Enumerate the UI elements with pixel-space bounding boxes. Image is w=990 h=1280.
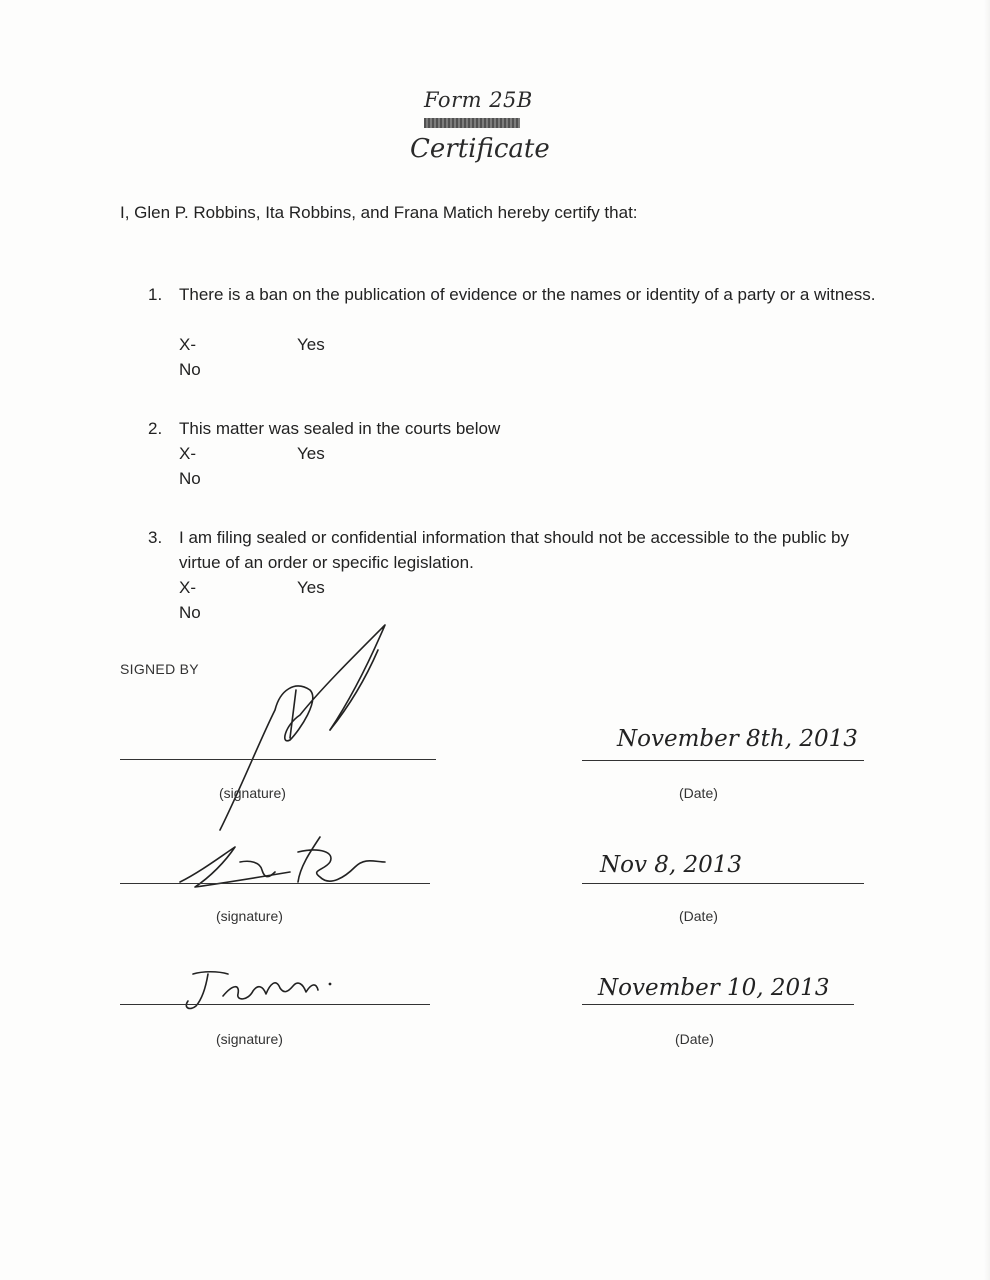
form-label: Form 25B	[424, 88, 533, 112]
date-value-3: November 10, 2013	[598, 975, 830, 1001]
choice-yes: Yes	[297, 444, 325, 463]
item-text: There is a ban on the publication of evidence or the names or identity of a party or a witness.	[179, 285, 876, 304]
date-caption-3: (Date)	[675, 1031, 714, 1047]
signature-line-2	[120, 883, 430, 884]
item-number: 2.	[148, 419, 163, 438]
item-text: This matter was sealed in the courts below	[179, 419, 501, 438]
signature-caption-3: (signature)	[216, 1031, 283, 1047]
date-value-1: November 8th, 2013	[617, 726, 858, 752]
choice-no: X-No	[179, 578, 201, 622]
choice-no: X-No	[179, 335, 201, 379]
document-title: Certificate	[410, 134, 550, 164]
item-number: 3.	[148, 528, 163, 547]
signed-by-label: SIGNED BY	[120, 661, 199, 677]
scan-edge-shadow	[984, 0, 990, 1280]
item-choices	[179, 332, 325, 382]
date-line-1	[582, 760, 864, 761]
item-choices	[179, 441, 325, 491]
choice-yes: Yes	[297, 335, 325, 354]
signature-line-1	[120, 759, 436, 760]
signature-ita-robbins	[170, 832, 410, 902]
signature-caption-1: (signature)	[219, 785, 286, 801]
signature-line-3	[120, 1004, 430, 1005]
item-number: 1.	[148, 285, 163, 304]
item-text: I am filing sealed or confidential information that should not be accessible to the public by virtue of an order or specific legislation.	[179, 528, 850, 572]
struck-out-text	[424, 118, 520, 128]
signature-frana-matich	[178, 966, 358, 1016]
date-caption-1: (Date)	[679, 785, 718, 801]
date-line-2	[582, 883, 864, 884]
certification-intro: I, Glen P. Robbins, Ita Robbins, and Frana Matich hereby certify that:	[120, 203, 638, 222]
signature-caption-2: (signature)	[216, 908, 283, 924]
date-line-3	[582, 1004, 854, 1005]
date-caption-2: (Date)	[679, 908, 718, 924]
signature-glen-robbins	[200, 620, 400, 840]
choice-no: X-No	[179, 444, 201, 488]
date-value-2: Nov 8, 2013	[600, 852, 743, 878]
item-choices	[179, 575, 325, 625]
choice-yes: Yes	[297, 578, 325, 597]
